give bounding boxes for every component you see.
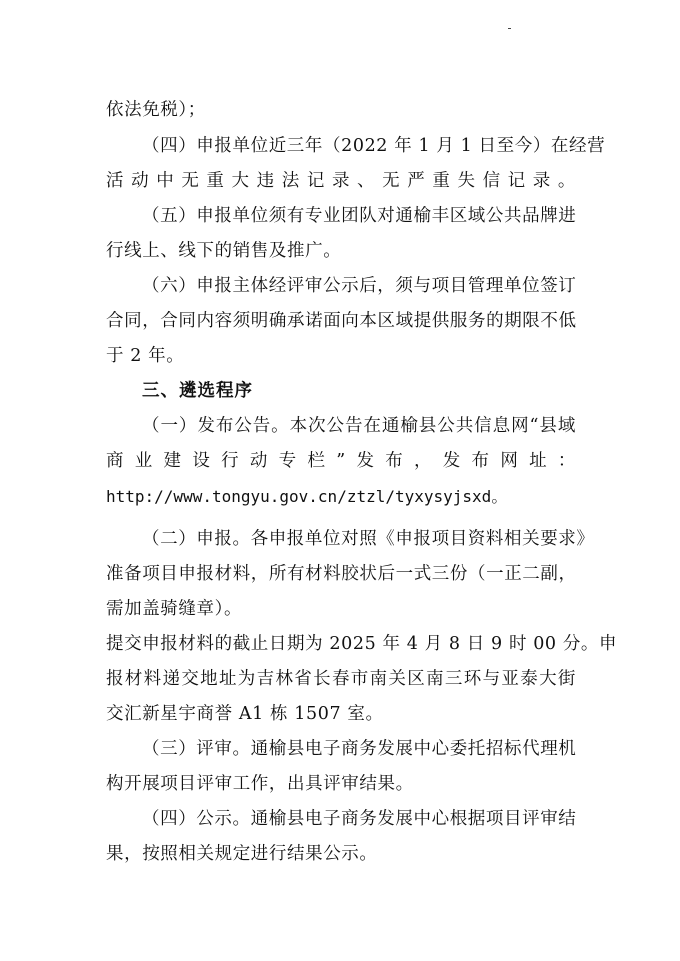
text-line: 活动中无重大违法记录、无严重失信记录。 (106, 171, 576, 191)
text-line: 构开展项目评审工作，出具评审结果。 (106, 774, 414, 794)
text-line: （五）申报单位须有专业团队对通榆丰区域公共品牌进 (142, 206, 577, 226)
text-line: 果，按照相关规定进行结果公示。 (106, 844, 378, 864)
text-line: 合同，合同内容须明确承诺面向本区域提供服务的期限不低 (106, 311, 577, 331)
text-line: 需加盖骑缝章）。 (106, 599, 243, 619)
text-line: 于 2 年。 (106, 346, 185, 366)
text-line: （一）发布公告。本次公告在通榆县公共信息网“县域 (142, 416, 576, 436)
url-line: http://www.tongyu.gov.cn/ztzl/tyxysyjsxd。 (106, 487, 508, 506)
text-line: 商业建设行动专栏”发布，发布网址： (106, 451, 576, 471)
section-heading: 三、遴选程序 (142, 381, 253, 401)
text-line: （四）申报单位近三年（2022 年 1 月 1 日至今）在经营 (142, 136, 606, 156)
text-line: （四）公示。通榆县电子商务发展中心根据项目评审结 (142, 809, 577, 829)
scan-mark (508, 28, 511, 29)
text-line: 行线上、线下的销售及推广。 (106, 241, 342, 261)
text-line: 提交申报材料的截止日期为 2025 年 4 月 8 日 9 时 00 分。申 (106, 634, 618, 654)
text-line: 准备项目申报材料，所有材料胶状后一式三份（一正二副， (106, 564, 577, 584)
text-line: 报材料递交地址为吉林省长春市南关区南三环与亚泰大街 (106, 669, 576, 689)
text-line: 依法免税）； (106, 100, 206, 120)
text-line: （三）评审。通榆县电子商务发展中心委托招标代理机 (142, 739, 577, 759)
text-line: 交汇新星宇商誉 A1 栋 1507 室。 (106, 704, 384, 724)
text-line: （六）申报主体经评审公示后，须与项目管理单位签订 (142, 276, 577, 296)
text-line: （二）申报。各申报单位对照《申报项目资料相关要求》 (142, 529, 595, 549)
